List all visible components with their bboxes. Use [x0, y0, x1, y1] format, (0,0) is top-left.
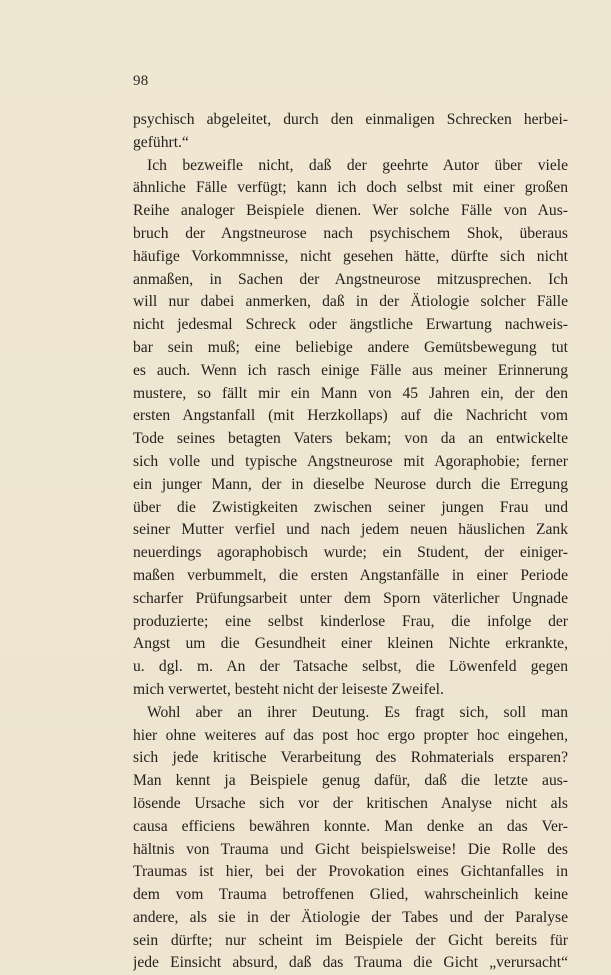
text-line: causa efficiens bewähren konnte. Man denke an das Ver- — [133, 817, 568, 835]
text-line: anmaßen, in Sachen der Angstneurose mitzusprechen. Ich — [133, 270, 568, 288]
text-line: ersten Angstanfall (mit Herzkollaps) auf die Nachricht vom — [133, 407, 568, 425]
text-line: Traumas ist hier, bei der Provokation eines Gichtanfalles in — [133, 863, 568, 881]
text-line: ähnliche Fälle verfügt; kann ich doch selbst mit einer großen — [133, 179, 568, 197]
text-line: sich volle und typische Angstneurose mit Agoraphobie; ferner — [133, 452, 568, 470]
text-line: Reihe analoger Beispiele dienen. Wer solche Fälle von Aus- — [133, 202, 568, 220]
text-line: geführt.“ — [133, 133, 189, 151]
text-line: hältnis von Trauma und Gicht beispielsweise! Die Rolle des — [133, 840, 568, 858]
text-line: produzierte; eine selbst kinderlose Frau, die infolge der — [133, 612, 568, 630]
text-line: will nur dabei anmerken, daß in der Ätiologie solcher Fälle — [133, 293, 568, 311]
text-line: mustere, so fällt mir ein Mann von 45 Jahren ein, der den — [133, 384, 568, 402]
text-line: sein dürfte; nur scheint im Beispiele der Gicht bereits für — [133, 931, 568, 949]
text-line: hier ohne weiteres auf das post hoc ergo propter hoc eingehen, — [133, 726, 568, 744]
text-line: andere, als sie in der Ätiologie der Tabes und der Paralyse — [133, 908, 568, 926]
text-line: bar sein muß; eine beliebige andere Gemütsbewegung tut — [133, 338, 568, 356]
page-number: 98 — [133, 73, 149, 89]
text-line: Man kennt ja Beispiele genug dafür, daß die letzte aus- — [133, 772, 568, 790]
text-line: maßen verbummelt, die ersten Angstanfälle in einer Periode — [133, 566, 568, 584]
text-line: dem vom Trauma betroffenen Glied, wahrscheinlich keine — [133, 886, 568, 904]
text-line: Wohl aber an ihrer Deutung. Es fragt sich, soll man — [147, 703, 568, 721]
text-line: es auch. Wenn ich rasch einige Fälle aus meiner Erinnerung — [133, 361, 568, 379]
text-line: neuerdings agoraphobisch wurde; ein Student, der einiger- — [133, 544, 568, 562]
text-line: scharfer Prüfungsarbeit unter dem Sporn väterlicher Ungnade — [133, 589, 568, 607]
text-line: u. dgl. m. An der Tatsache selbst, die Löwenfeld gegen — [133, 658, 568, 676]
text-line: sich jede kritische Verarbeitung des Rohmaterials ersparen? — [133, 749, 568, 767]
text-line: ein junger Mann, der in dieselbe Neurose durch die Erregung — [133, 475, 568, 493]
text-line: Tode seines betagten Vaters bekam; von da an entwickelte — [133, 430, 568, 448]
text-line: über die Zwistigkeiten zwischen seiner jungen Frau und — [133, 498, 568, 516]
body-text — [133, 109, 568, 975]
text-line: mich verwertet, besteht nicht der leiseste Zweifel. — [133, 680, 444, 698]
text-line: Angst um die Gesundheit einer kleinen Nichte erkrankte, — [133, 635, 568, 653]
text-line: psychisch abgeleitet, durch den einmaligen Schrecken herbei- — [133, 111, 568, 128]
text-line: Ich bezweifle nicht, daß der geehrte Autor über viele — [147, 156, 568, 174]
text-line: bruch der Angstneurose nach psychischem Shok, überaus — [133, 224, 568, 242]
text-line: jede Einsicht absurd, daß das Trauma die Gicht „verursacht“ — [133, 954, 568, 972]
text-line: seiner Mutter verfiel und nach jedem neuen häuslichen Zank — [133, 521, 568, 539]
text-line: lösende Ursache sich vor der kritischen Analyse nicht als — [133, 794, 568, 812]
text-line: nicht jedesmal Schreck oder ängstliche Erwartung nachweis- — [133, 316, 568, 334]
text-line: häufige Vorkommnisse, nicht gesehen hätte, dürfte sich nicht — [133, 247, 568, 265]
